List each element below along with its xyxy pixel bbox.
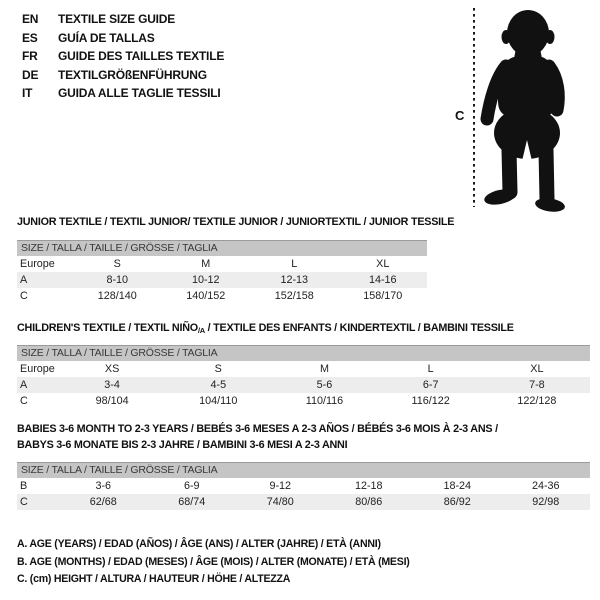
table-cell: 12-13 xyxy=(250,272,339,288)
language-title: GUIDE DES TAILLES TEXTILE xyxy=(58,49,225,64)
table-row xyxy=(17,393,590,409)
language-code: ES xyxy=(22,30,38,45)
table-cell: 62/68 xyxy=(59,494,148,510)
table-cell: 9-12 xyxy=(269,479,292,492)
junior-section-title: JUNIOR TEXTILE / TEXTIL JUNIOR/ TEXTILE JUNIOR / JUNIORTEXTIL / JUNIOR TESSILE xyxy=(17,216,455,228)
language-title: TEXTILE SIZE GUIDE xyxy=(58,12,176,26)
table-cell: 4-5 xyxy=(165,377,271,393)
row-label: C xyxy=(20,289,28,302)
size-header-bar xyxy=(17,463,590,478)
children-title-prefix: CHILDREN'S TEXTILE / TEXTIL NIÑO xyxy=(17,322,198,334)
table-cell: 98/104 xyxy=(95,394,129,407)
table-cell: L xyxy=(291,257,298,270)
children-title-subscript: /A xyxy=(197,326,205,335)
table-cell: 6-9 xyxy=(183,479,200,492)
language-list xyxy=(22,10,224,103)
table-cell: XS xyxy=(104,362,120,375)
table-cell: L xyxy=(427,362,434,375)
size-header-label: SIZE / TALLA / TAILLE / GRÖSSE / TAGLIA xyxy=(17,463,590,478)
table-cell: XL xyxy=(376,257,390,270)
table-row xyxy=(17,288,427,304)
table-cell: 3-4 xyxy=(59,377,165,393)
row-label: Europe xyxy=(20,362,55,375)
legend-notes xyxy=(17,536,410,589)
table-row xyxy=(17,494,590,510)
table-cell: M xyxy=(201,257,211,270)
language-code: FR xyxy=(22,49,38,64)
size-header-label: SIZE / TALLA / TAILLE / GRÖSSE / TAGLIA xyxy=(17,346,590,361)
table-cell: 18-24 xyxy=(443,479,472,492)
table-cell: M xyxy=(319,362,329,375)
table-cell: 116/122 xyxy=(411,394,450,407)
language-code: IT xyxy=(22,86,33,101)
toddler-figure xyxy=(430,0,600,215)
table-cell: 104/110 xyxy=(199,394,238,407)
language-title: GUÍA DE TALLAS xyxy=(58,30,155,45)
table-cell: 110/116 xyxy=(305,394,344,407)
language-row xyxy=(22,47,224,66)
children-size-table xyxy=(17,345,590,409)
babies-section-title xyxy=(17,422,498,453)
row-label: B xyxy=(20,479,28,492)
table-cell: 86/92 xyxy=(413,494,502,510)
language-title: GUIDA ALLE TAGLIE TESSILI xyxy=(58,86,221,101)
babies-title-line2: BABYS 3-6 MONATE BIS 2-3 JAHRE / BAMBINI 3-6 MESI A 2-3 ANNI xyxy=(17,438,348,451)
table-cell: 12-18 xyxy=(354,479,383,492)
table-row xyxy=(17,272,427,288)
table-cell: 6-7 xyxy=(378,377,484,393)
language-row xyxy=(22,66,224,85)
table-cell: 24-36 xyxy=(531,479,560,492)
table-cell: 10-12 xyxy=(162,272,251,288)
table-cell: 74/80 xyxy=(236,494,325,510)
row-label: C xyxy=(17,494,59,510)
table-cell: 5-6 xyxy=(271,377,377,393)
table-cell: 80/86 xyxy=(325,494,414,510)
size-header-label: SIZE / TALLA / TAILLE / GRÖSSE / TAGLIA xyxy=(17,241,427,256)
table-cell: S xyxy=(113,257,121,270)
babies-title-line1: BABIES 3-6 MONTH TO 2-3 YEARS / BEBÉS 3-6 MESES A 2-3 AÑOS / BÉBÉS 3-6 MOIS À 2-3 ANS / xyxy=(17,423,498,435)
language-row xyxy=(22,29,224,48)
row-label: Europe xyxy=(20,257,55,270)
language-row xyxy=(22,10,224,29)
language-code: DE xyxy=(22,67,39,82)
baby-silhouette-icon xyxy=(483,10,566,214)
table-row xyxy=(17,377,590,393)
table-cell: 122/128 xyxy=(517,394,557,407)
table-cell: 68/74 xyxy=(148,494,237,510)
language-code: EN xyxy=(22,12,39,26)
children-section-title xyxy=(17,321,514,339)
junior-size-table xyxy=(17,240,427,304)
table-row xyxy=(17,256,427,272)
table-cell: 8-10 xyxy=(73,272,162,288)
note-age-years: A. AGE (YEARS) / EDAD (AÑOS) / ÂGE (ANS) / ALTER (JAHRE) / ETÀ (ANNI) xyxy=(17,538,381,550)
row-label: A xyxy=(17,377,59,393)
note-height-cm: C. (cm) HEIGHT / ALTURA / HAUTEUR / HÖHE / ALTEZZA xyxy=(17,573,291,586)
row-label: A xyxy=(17,272,73,288)
table-row xyxy=(17,361,590,377)
table-cell: 7-8 xyxy=(484,377,590,393)
language-row xyxy=(22,84,224,103)
language-title: TEXTILGRÖßENFÜHRUNG xyxy=(58,67,207,82)
measure-label-c: C xyxy=(455,108,465,123)
table-cell: 92/98 xyxy=(502,494,591,510)
table-cell: 128/140 xyxy=(97,289,137,302)
table-cell: 158/170 xyxy=(363,289,403,302)
children-title-suffix: / TEXTILE DES ENFANTS / KINDERTEXTIL / BAMBINI TESSILE xyxy=(204,322,514,334)
note-age-months: B. AGE (MONTHS) / EDAD (MESES) / ÂGE (MOIS) / ALTER (MONATE) / ETÀ (MESI) xyxy=(17,555,410,568)
babies-size-table xyxy=(17,462,590,510)
table-cell: 14-16 xyxy=(339,272,428,288)
table-cell: XL xyxy=(530,362,544,375)
table-cell: 3-6 xyxy=(95,479,112,492)
table-cell: 140/152 xyxy=(186,289,226,302)
size-header-bar xyxy=(17,241,427,256)
table-row xyxy=(17,478,590,494)
size-header-bar xyxy=(17,346,590,361)
table-cell: S xyxy=(214,362,222,375)
toddler-silhouette-icon xyxy=(430,0,600,215)
row-label: C xyxy=(20,394,28,407)
table-cell: 152/158 xyxy=(274,289,314,302)
